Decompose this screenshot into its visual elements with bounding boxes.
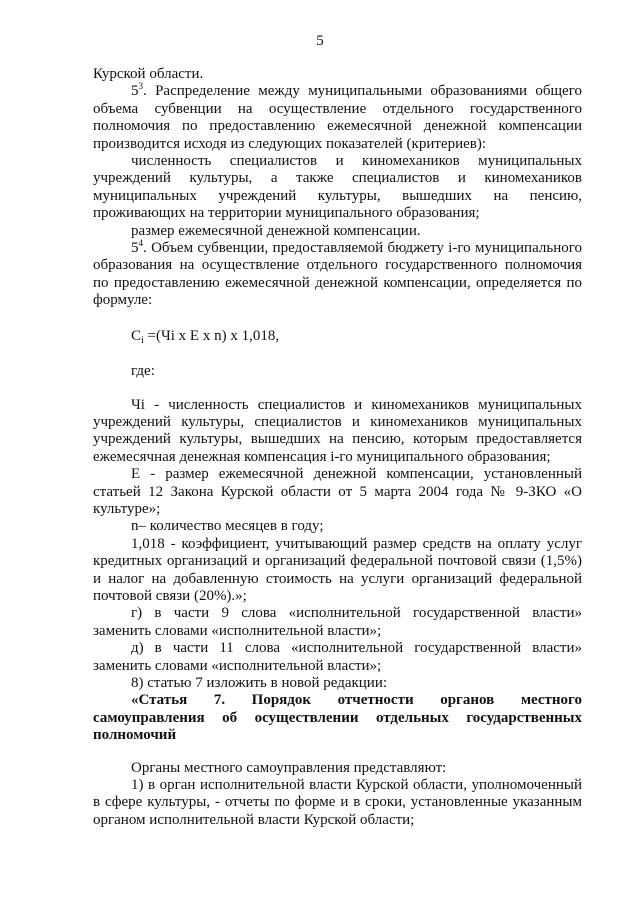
- paragraph-5-3: [93, 83, 582, 153]
- paragraph-continuation: Курской области.: [93, 66, 204, 82]
- document-body: [93, 66, 582, 829]
- page-number: 5: [316, 33, 324, 49]
- clause-number: 5: [131, 83, 139, 100]
- clause-text: . Распределение между муниципальными образованиями общего объема субвенции на осуществление отдельного государственного полномочия по предоставлению ежемесячной денежной компенсации производится исходя из следующих показателей (критериев):: [93, 83, 582, 152]
- formula-subscript: i: [141, 334, 144, 346]
- article-7-item-1: 1) в орган исполнительной власти Курской области, уполномоченный в сфере культуры, - отчеты по форме и в сроки, установленные указанным органом исполнительной власти Курской области;: [93, 777, 582, 828]
- paragraph-5-4: [93, 240, 582, 310]
- article-7-intro: Органы местного самоуправления представляют:: [131, 759, 447, 776]
- clause-number: 5: [131, 240, 139, 257]
- formula: [131, 328, 582, 345]
- definition-chi: Чi - численность специалистов и киномехаников муниципальных учреждений культуры, специалистов и киномехаников муниципальных учреждений культуры, вышедших на пенсию, которым предоставляется ежемесячная денежная компенсация i-го муниципального образования;: [93, 396, 582, 465]
- clause-superscript: 4: [138, 238, 143, 249]
- article-7-title: «Статья 7. Порядок отчетности органов местного самоуправления об осуществлении отдельных государственных полномочий: [93, 692, 582, 744]
- criterion-compensation-size: размер ежемесячной денежной компенсации.: [131, 222, 421, 239]
- definition-coefficient: 1,018 - коэффициент, учитывающий размер средств на оплату услуг кредитных организаций и организаций федеральной почтовой связи (1,5%) и налог на добавленную стоимость на услуги организаций федеральной почтовой связи (20%).»;: [93, 535, 582, 604]
- formula-expression: =(Чi х Е х n) х 1,018,: [143, 327, 280, 344]
- amendment-d: д) в части 11 слова «исполнительной государственной власти» заменить словами «исполнительной власти»;: [93, 640, 582, 674]
- amendment-8: 8) статью 7 изложить в новой редакции:: [131, 675, 388, 691]
- clause-text: . Объем субвенции, предоставляемой бюджету i-го муниципального образования на осуществление отдельного государственного полномочия по предоставлению ежемесячной денежной компенсации, определяется по формуле:: [93, 240, 582, 309]
- definition-e: Е - размер ежемесячной денежной компенсации, установленный статьей 12 Закона Курской области от 5 марта 2004 года № 9-ЗКО «О культуре»;: [93, 466, 582, 517]
- formula-where-label: где:: [131, 363, 155, 380]
- amendment-g: г) в части 9 слова «исполнительной государственной власти» заменить словами «исполнительной власти»;: [93, 605, 582, 639]
- definition-n: n– количество месяцев в году;: [131, 518, 324, 535]
- formula-c: C: [131, 327, 142, 344]
- clause-superscript: 3: [138, 81, 143, 92]
- criterion-staff-count: численность специалистов и киномехаников муниципальных учреждений культуры, а также специалистов и киномехаников муниципальных учреждений культуры, вышедших на пенсию, проживающих на территории муниципального образования;: [93, 153, 582, 222]
